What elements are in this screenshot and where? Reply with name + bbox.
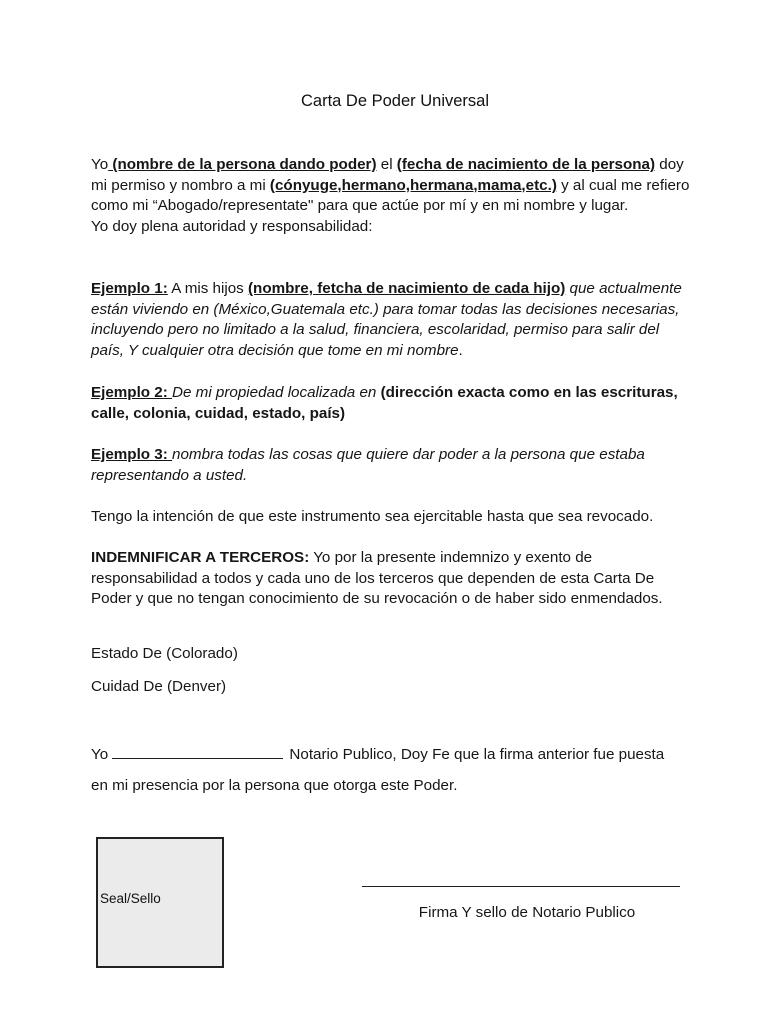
example-3-label: Ejemplo 3: (91, 446, 173, 463)
p1-text-1: Yo (91, 156, 109, 173)
notary-statement-line-1 (91, 744, 691, 766)
children-placeholder: (nombre, fetcha de nacimiento de cada hijo) (248, 280, 566, 297)
notary-name-blank[interactable] (112, 744, 283, 759)
property-address-placeholder: (dirección exacta como en las escrituras, calle, colonia, cuidad, estado, país) (91, 384, 678, 422)
grantor-paragraph (91, 155, 691, 238)
grantor-name-placeholder: (nombre de la persona dando poder) (108, 156, 377, 173)
p1-text-2: el (376, 156, 397, 173)
seal-label: Seal/Sello (100, 891, 161, 906)
intention-paragraph: Tengo la intención de que este instrumento sea ejercitable hasta que sea revocado. (91, 508, 654, 525)
document-title: Carta De Poder Universal (301, 92, 489, 110)
example-1-label: Ejemplo 1: (91, 280, 168, 297)
signature-line (362, 886, 680, 887)
example-1-paragraph (91, 279, 691, 362)
example-1-italic: que actualmente están viviendo en (México,Guatemala etc.) para tomar todas las decisiones necesarias, incluyendo pero no limitado a la salud, financiera, escolaridad, permiso para salir del país, Y cualquier otra decisión que tome en mi nombre (91, 280, 682, 360)
state-line: Estado De (Colorado) (91, 645, 238, 662)
signature-label: Firma Y sello de Notario Publico (418, 904, 636, 921)
agent-relation-placeholder: (cónyuge,hermano,hermana,mama,etc.) (269, 176, 557, 194)
p1-text-3: doy mi permiso y nombro a mi (91, 156, 684, 194)
example-2-paragraph (91, 383, 691, 424)
example-2-italic: De mi propiedad localizada en (172, 384, 381, 401)
example-3-paragraph (91, 445, 691, 486)
example-1-end: . (458, 342, 463, 360)
authority-statement: Yo doy plena autoridad y responsabilidad: (91, 218, 373, 236)
notary-yo: Yo (91, 746, 109, 763)
seal-box (96, 837, 224, 968)
example-3-italic: nombra todas las cosas que quiere dar poder a la persona que estaba representando a usted. (91, 446, 645, 484)
example-2-label: Ejemplo 2: (91, 384, 173, 401)
city-line: Cuidad De (Denver) (91, 678, 227, 695)
grantor-birthdate-placeholder: (fecha de nacimiento de la persona) (396, 156, 656, 173)
notary-statement-line-2: en mi presencia por la persona que otorga este Poder. (91, 777, 458, 794)
p1-text-4: y al cual me refiero como mi “Abogado/representate" para que actúe por mí y en mi nombre y lugar. (91, 176, 690, 215)
indemnify-paragraph (91, 548, 691, 610)
notary-text: Notario Publico, Doy Fe que la firma anterior fue puesta (285, 746, 665, 763)
example-1-text: A mis hijos (167, 280, 248, 297)
indemnify-text: Yo por la presente indemnizo y exento de responsabilidad a todos y cada uno de los terceros que dependen de esta Carta De Poder y que no tengan conocimiento de su revocación o de haber sido enmendados. (91, 549, 663, 608)
indemnify-heading: INDEMNIFICAR A TERCEROS: (91, 549, 310, 566)
